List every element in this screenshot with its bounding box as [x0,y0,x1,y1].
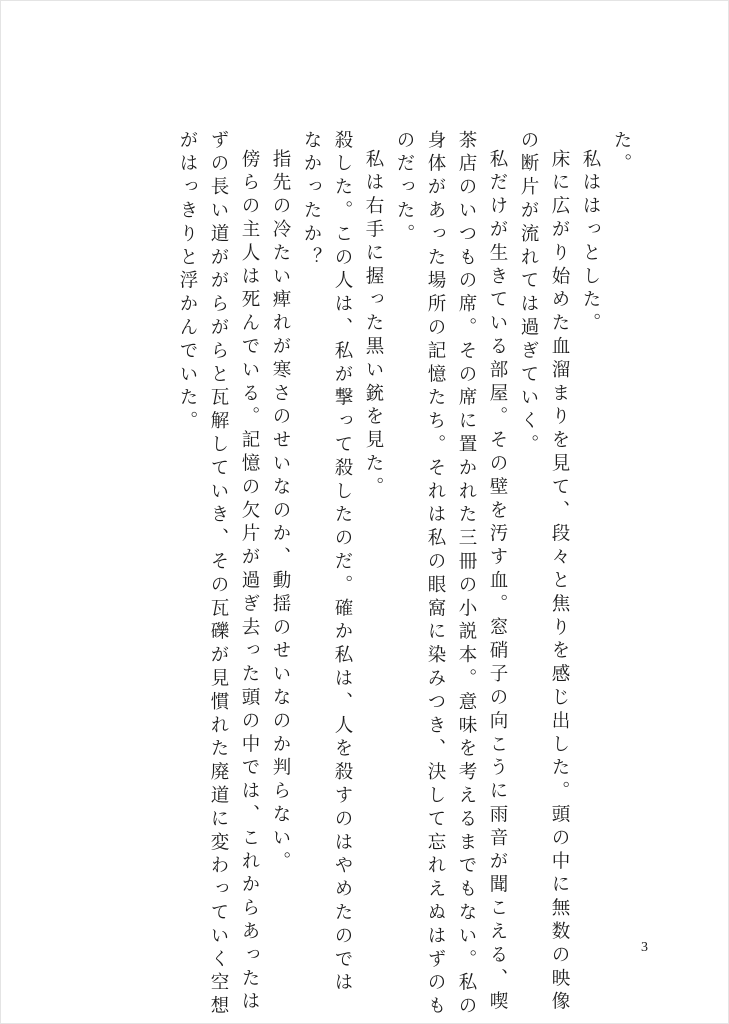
page-number: 3 [641,940,648,955]
text-line: 傍らの主人は死んでいる。記憶の欠片が過ぎ去った頭の中では、これからあったは [239,148,260,1015]
text-line: 茶店のいつもの席。その席に置かれた三冊の小説本。意味を考えるまでもない。私の [456,130,477,1020]
text-line: 身体があった場所の記憶たち。それは私の眼窩に染みつき、決して忘れえぬはずのも [425,130,446,1020]
vertical-text-body [172,130,637,1020]
text-line: 床に広がり始めた血溜まりを見て、段々と焦りを感じ出した。頭の中に無数の映像 [549,148,570,1015]
text-line: た。 [611,130,632,177]
text-line: 私は右手に握った黒い銃を見た。 [363,148,384,500]
text-line: 私ははっとした。 [580,148,601,336]
text-line: なかったか？ [301,130,322,271]
text-line: 殺した。この人は、私が撃って殺したのだ。確か私は、人を殺すのはやめたのでは [332,130,353,996]
text-line: がはっきりと浮かんでいた。 [177,130,198,435]
text-line: 指先の冷たい痺れが寒さのせいなのか、動揺のせいなのか判らない。 [270,148,291,874]
text-line: のだった。 [394,130,415,247]
text-line: の断片が流れては過ぎていく。 [518,130,539,458]
text-line: ずの長い道ががらがらと瓦解していき、その瓦礫が見慣れた廃道に変わっていく空想 [208,130,229,1020]
text-line: 私だけが生きている部屋。その壁を汚す血。窓硝子の向こうに雨音が聞こえる、喫 [487,148,508,1015]
